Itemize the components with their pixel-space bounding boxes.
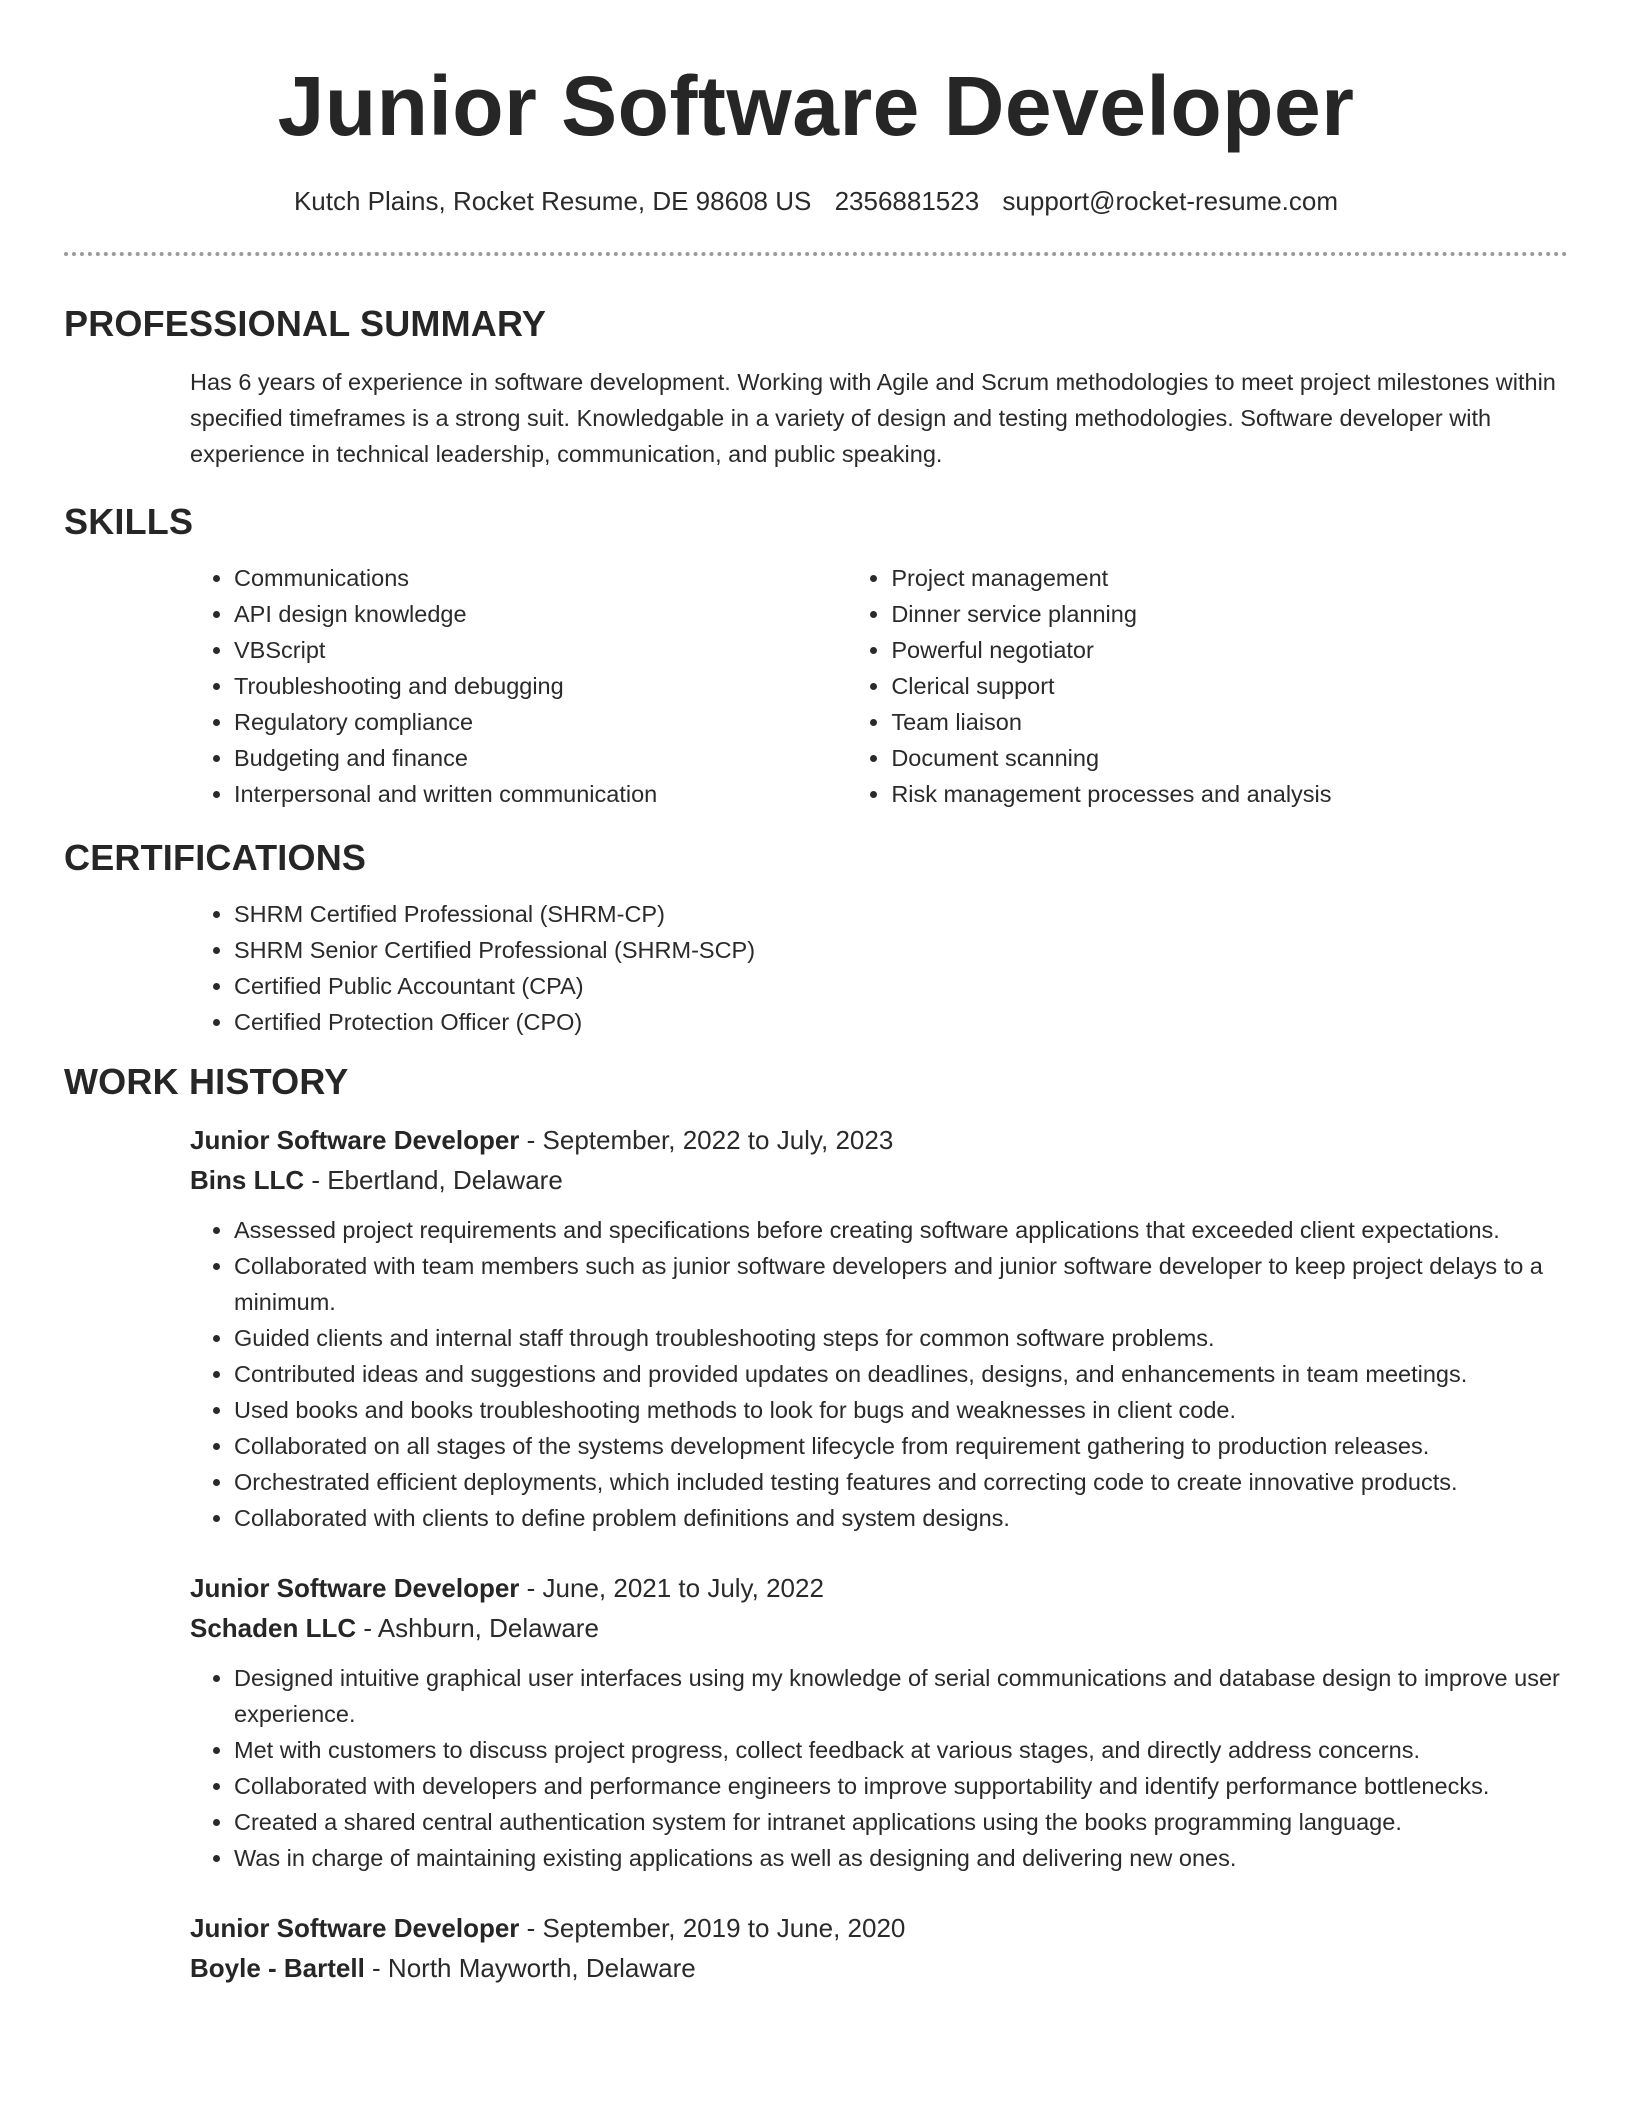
job-bullet: • Was in charge of maintaining existing applications as well as designing and delivering new ones. xyxy=(234,1840,1568,1876)
job-bullet: • Guided clients and internal staff through troubleshooting steps for common software problems. xyxy=(234,1320,1568,1356)
job-dates: - June, 2021 to July, 2022 xyxy=(519,1573,824,1603)
job-bullet: • Collaborated with clients to define problem definitions and system designs. xyxy=(234,1500,1568,1536)
contact-email: support@rocket-resume.com xyxy=(1002,186,1339,216)
skill-item: • Clerical support xyxy=(891,668,1568,704)
header-divider xyxy=(64,252,1568,256)
contact-line xyxy=(64,184,1568,218)
job-company-line xyxy=(190,1608,1568,1648)
job-bullet: • Created a shared central authentication system for intranet applications using the books programming language. xyxy=(234,1804,1568,1840)
skill-item: • Project management xyxy=(891,560,1568,596)
skill-item: • Budgeting and finance xyxy=(234,740,891,776)
job-title: Junior Software Developer xyxy=(190,1125,520,1155)
skill-item: • VBScript xyxy=(234,632,891,668)
job-location: - Ashburn, Delaware xyxy=(356,1613,599,1643)
summary-text: Has 6 years of experience in software development. Working with Agile and Scrum methodologies to meet project milestones within specified timeframes is a strong suit. Knowledgable in a variety of design and testing methodologies. Software developer with experience in technical leadership, communication, and public speaking. xyxy=(190,369,1556,467)
skills-columns xyxy=(64,560,1568,812)
certifications-list xyxy=(64,896,1568,1040)
job-bullet: • Assessed project requirements and specifications before creating software applications that exceeded client expectations. xyxy=(234,1212,1568,1248)
job-bullet: • Used books and books troubleshooting methods to look for bugs and weaknesses in client code. xyxy=(234,1392,1568,1428)
skill-item: • Regulatory compliance xyxy=(234,704,891,740)
job-title-line xyxy=(190,1568,1568,1608)
job-entry xyxy=(190,1568,1568,1876)
certification-item: • Certified Protection Officer (CPO) xyxy=(234,1004,1568,1040)
skill-item: • Interpersonal and written communication xyxy=(234,776,891,812)
certification-item: • SHRM Senior Certified Professional (SHRM-SCP) xyxy=(234,932,1568,968)
job-title-line xyxy=(190,1908,1568,1948)
job-entry xyxy=(190,1120,1568,1536)
job-bullet: • Contributed ideas and suggestions and provided updates on deadlines, designs, and enhancements in team meetings. xyxy=(234,1356,1568,1392)
job-company-line xyxy=(190,1948,1568,1988)
skill-item: • Team liaison xyxy=(891,704,1568,740)
contact-address: Kutch Plains, Rocket Resume, DE 98608 US xyxy=(293,186,812,216)
skill-item: • Document scanning xyxy=(891,740,1568,776)
skills-heading: SKILLS xyxy=(64,501,194,542)
job-title-line xyxy=(190,1120,1568,1160)
certification-item: • SHRM Certified Professional (SHRM-CP) xyxy=(234,896,1568,932)
skill-item: • API design knowledge xyxy=(234,596,891,632)
job-title: Junior Software Developer xyxy=(190,1913,520,1943)
work-history-heading: WORK HISTORY xyxy=(64,1061,349,1102)
certification-item: • Certified Public Accountant (CPA) xyxy=(234,968,1568,1004)
skills-left-list xyxy=(64,560,891,812)
job-bullet: • Met with customers to discuss project progress, collect feedback at various stages, and directly address concerns. xyxy=(234,1732,1568,1768)
certifications-heading: CERTIFICATIONS xyxy=(64,837,367,878)
job-company: Schaden LLC xyxy=(190,1613,357,1643)
skill-item: • Dinner service planning xyxy=(891,596,1568,632)
resume-title: Junior Software Developer xyxy=(277,59,1355,153)
skills-right-list xyxy=(891,560,1568,812)
skill-item: • Troubleshooting and debugging xyxy=(234,668,891,704)
summary-heading: PROFESSIONAL SUMMARY xyxy=(64,303,547,344)
job-bullet: • Collaborated with developers and performance engineers to improve supportability and identify performance bottlenecks. xyxy=(234,1768,1568,1804)
job-company: Bins LLC xyxy=(190,1165,305,1195)
job-bullets xyxy=(190,1660,1568,1876)
skill-item: • Powerful negotiator xyxy=(891,632,1568,668)
job-entry xyxy=(190,1908,1568,1988)
skill-item: • Communications xyxy=(234,560,891,596)
job-company-line xyxy=(190,1160,1568,1200)
skill-item: • Risk management processes and analysis xyxy=(891,776,1568,812)
contact-phone: 2356881523 xyxy=(834,186,980,216)
job-bullet: • Collaborated with team members such as junior software developers and junior software developer to keep project delays to a minimum. xyxy=(234,1248,1568,1320)
job-dates: - September, 2019 to June, 2020 xyxy=(519,1913,906,1943)
job-bullet: • Designed intuitive graphical user interfaces using my knowledge of serial communications and database design to improve user experience. xyxy=(234,1660,1568,1732)
job-bullets xyxy=(190,1212,1568,1536)
job-bullet: • Collaborated on all stages of the systems development lifecycle from requirement gathering to production releases. xyxy=(234,1428,1568,1464)
job-location: - North Mayworth, Delaware xyxy=(364,1953,696,1983)
job-location: - Ebertland, Delaware xyxy=(304,1165,563,1195)
job-title: Junior Software Developer xyxy=(190,1573,520,1603)
job-bullet: • Orchestrated efficient deployments, which included testing features and correcting code to create innovative products. xyxy=(234,1464,1568,1500)
job-company: Boyle - Bartell xyxy=(190,1953,365,1983)
job-dates: - September, 2022 to July, 2023 xyxy=(519,1125,894,1155)
